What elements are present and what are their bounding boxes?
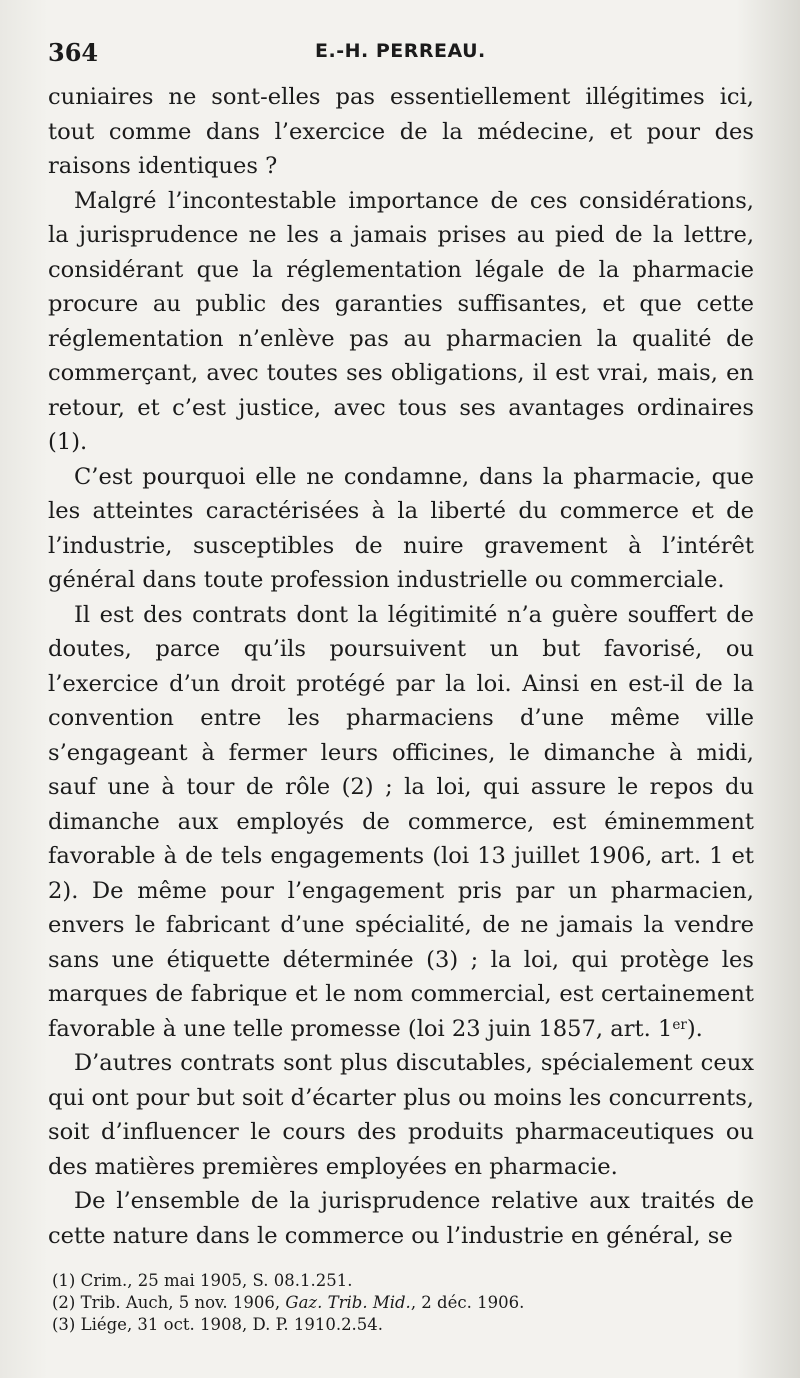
paragraph-5: D’autres contrats sont plus discutables, spécialement ceux qui ont pour but soit d’écarter plus ou moins les concurrents, soit d’influencer le cours des produits pharmaceutiques ou des matières premières employées en pharmacie.: [48, 1050, 754, 1180]
page-number: 364: [48, 38, 99, 67]
running-head: E.-H. PERREAU.: [315, 40, 486, 62]
paragraph-2: Malgré l’incontestable importance de ces considérations, la jurisprudence ne les a jamais prises au pied de la lettre, considérant que la réglementation légale de la pharmacie procure au public des garanties suffisantes, et que cette réglementation n’enlève pas au pharmacien la qualité de commerçant, avec toutes ses obligations, il est vrai, mais, en retour, et c’est justice, avec tous ses avantages ordinaires (1).: [48, 187, 754, 455]
footnote-2-date: , 2 déc. 1906.: [410, 1293, 525, 1312]
page-header: [48, 38, 754, 68]
footnote-1: [52, 1270, 754, 1292]
paragraph-4-text: Il est des contrats dont la légitimité n’a guère souffert de doutes, parce qu’ils poursuivent un but favorisé, ou l’exercice d’un droit protégé par la loi. Ainsi en est-il de la convention entre les pharmaciens d’une même ville s’engageant à fermer leurs officines, le dimanche à midi, sauf une à tour de rôle (2) ; la loi, qui assure le repos du dimanche aux employés de commerce, est éminemment favorable à de tels engagements (loi 13 juillet 1906, art. 1 et 2). De même pour l’engagement pris par un pharmacien, envers le fabricant d’une spécialité, de ne jamais la vendre sans une étiquette déterminée (3) ; la loi, qui protège les marques de fabrique et le nom commercial, est certainement favorable à une telle promesse (loi 23 juin 1857, art. 1: [48, 601, 754, 1042]
paragraph-4: [48, 598, 754, 1047]
paragraph-3: C’est pourquoi elle ne condamne, dans la pharmacie, que les atteintes caractérisées à la liberté du commerce et de l’industrie, susceptibles de nuire gravement à l’intérêt général dans toute profession industrielle ou commerciale.: [48, 463, 754, 593]
paragraph-4-end: ).: [686, 1015, 703, 1042]
footnote-1-text: (1) Crim., 25 mai 1905, S. 08.1.251.: [52, 1271, 353, 1290]
superscript-er: er: [672, 1016, 687, 1033]
footnotes: [48, 1270, 754, 1336]
footnote-3-text: (3) Liége, 31 oct. 1908, D. P. 1910.2.54.: [52, 1315, 384, 1334]
footnote-2: [52, 1292, 754, 1314]
footnote-2-italic-region: Mid.: [372, 1293, 411, 1312]
body-text: [48, 80, 754, 1253]
footnote-2-italic-journal: Gaz. Trib.: [285, 1293, 368, 1312]
paragraph-6: De l’ensemble de la jurisprudence relative aux traités de cette nature dans le commerce ou l’industrie en général, se: [48, 1188, 754, 1249]
paragraph-1: cuniaires ne sont-elles pas essentiellement illégitimes ici, tout comme dans l’exercice de la médecine, et pour des raisons identiques ?: [48, 84, 754, 179]
footnote-2-text: (2) Trib. Auch, 5 nov. 1906,: [52, 1293, 286, 1312]
footnote-3: [52, 1314, 754, 1336]
